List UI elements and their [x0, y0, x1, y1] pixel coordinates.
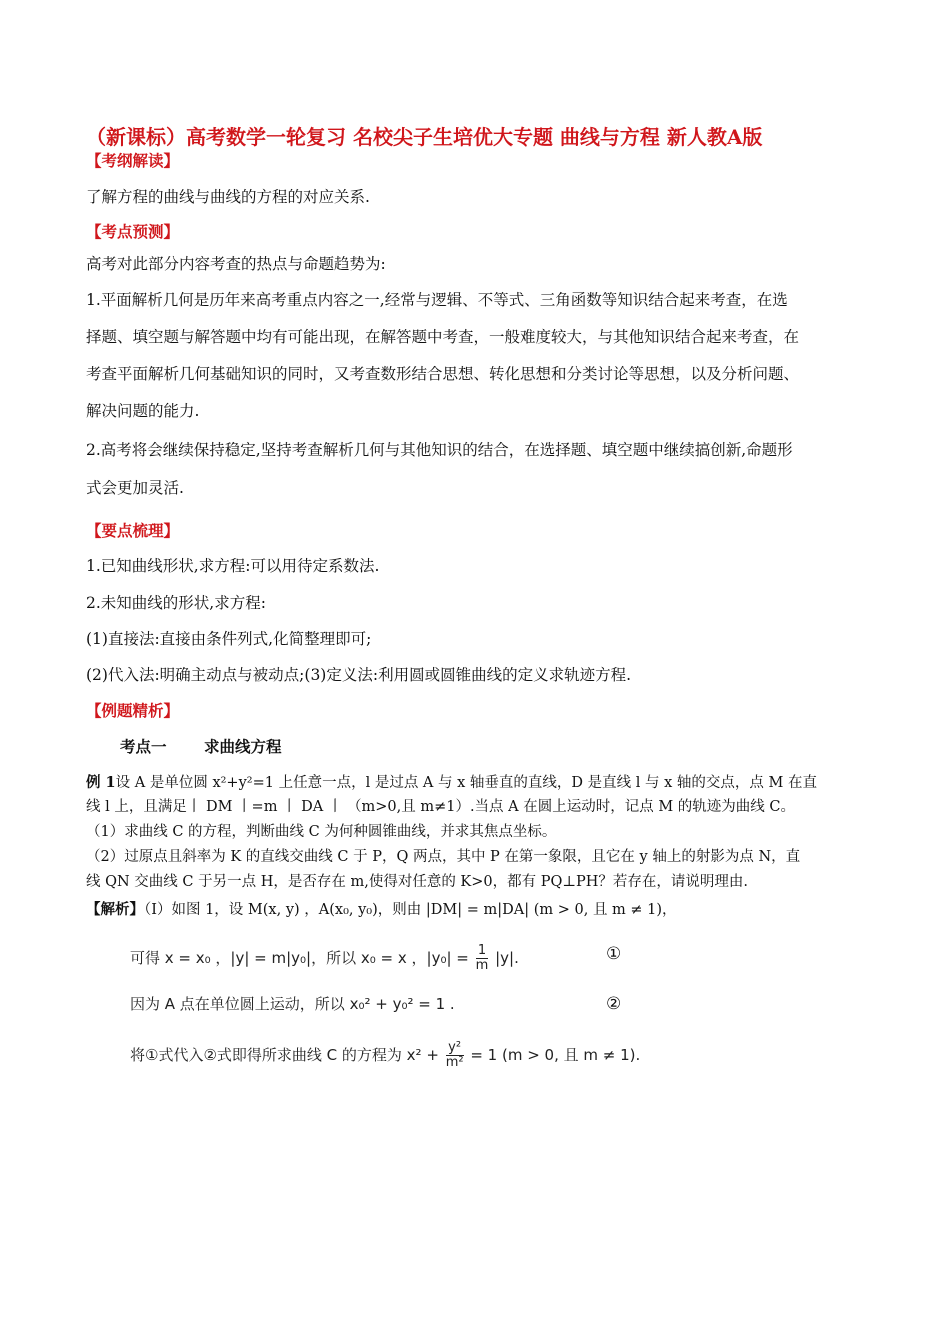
solution-line1-text: （Ⅰ）如图 1，设 M(x, y) ，A(x₀, y₀)，则由 |DM| = m|DA| (m > 0, 且 m ≠ 1)，	[144, 902, 677, 918]
example-line2: 线 l 上，且满足丨 DM 丨=m 丨 DA 丨 （m>0,且 m≠1）.当点 A 在圆上运动时，记点 M 的轨迹为曲线 C。	[86, 799, 796, 815]
example-line5: 线 QN 交曲线 C 于另一点 H，是否存在 m,使得对任意的 K>0，都有 PQ⊥PH？若存在，请说明理由.	[86, 874, 749, 890]
section-heading-examples: 【例题精析】	[86, 701, 180, 720]
forecast-intro: 高考对此部分内容考查的热点与命题趋势为:	[86, 255, 386, 273]
equation-marker-1: ①	[606, 944, 622, 964]
fraction-one-over-m	[476, 944, 489, 973]
forecast-p1-line1: 1.平面解析几何是历年来高考重点内容之一,经常与逻辑、不等式、三角函数等知识结合起来考查，在选	[86, 291, 788, 309]
forecast-p1-line4: 解决问题的能力.	[86, 402, 200, 420]
example-line1-text: 设 A 是单位圆 x²+y²=1 上任意一点，l 是过点 A 与 x 轴垂直的直线，D 是直线 l 与 x 轴的交点，点 M 在直	[115, 775, 817, 791]
forecast-p2-line2: 式会更加灵活.	[86, 479, 184, 497]
math-line1-part-a: 可得 x = x₀ ，|y| = m|y₀|，所以 x₀ = x ，|y₀| =	[130, 949, 469, 967]
example-line3: （1）求曲线 C 的方程，判断曲线 C 为何种圆锥曲线，并求其焦点坐标。	[86, 824, 557, 840]
keypoints-line4: (2)代入法:明确主动点与被动点;(3)定义法:利用圆或圆锥曲线的定义求轨迹方程.	[86, 666, 632, 684]
fraction-y2-over-m2	[446, 1041, 464, 1070]
forecast-p1-line3: 考查平面解析几何基础知识的同时，又考查数形结合思想、转化思想和分类讨论等思想，以及分析问题、	[86, 365, 800, 383]
syllabus-text: 了解方程的曲线与曲线的方程的对应关系.	[86, 188, 370, 206]
fraction-denominator: m	[475, 958, 489, 973]
equation-marker-2: ②	[606, 994, 622, 1014]
fraction-numerator: y²	[446, 1041, 464, 1056]
section-heading-forecast: 【考点预测】	[86, 222, 180, 241]
forecast-p2-line1: 2.高考将会继续保持稳定,坚持考查解析几何与其他知识的结合，在选择题、填空题中继续搞创新,命题形	[86, 441, 793, 459]
keypoints-line3: (1)直接法:直接由条件列式,化简整理即可;	[86, 630, 372, 648]
topic-one-label: 考点一	[120, 737, 167, 756]
fraction-numerator: 1	[476, 944, 489, 959]
document-title: （新课标）高考数学一轮复习 名校尖子生培优大专题 曲线与方程 新人教A版	[86, 125, 763, 149]
example-label: 例 1	[86, 774, 116, 791]
example-line4: （2）过原点且斜率为 K 的直线交曲线 C 于 P，Q 两点，其中 P 在第一象限，且它在 y 轴上的射影为点 N，直	[86, 849, 801, 865]
solution-line1	[86, 900, 870, 920]
math-line3-part-a: 将①式代入②式即得所求曲线 C 的方程为 x² +	[130, 1046, 439, 1064]
solution-label: 【解析】	[86, 901, 144, 918]
math-line1	[130, 944, 519, 973]
math-line2: 因为 A 点在单位圆上运动，所以 x₀² + y₀² = 1 .	[130, 995, 455, 1013]
fraction-denominator: m²	[445, 1055, 464, 1070]
math-line1-part-b: |y|.	[495, 949, 519, 967]
keypoints-line1: 1.已知曲线形状,求方程:可以用待定系数法.	[86, 557, 380, 575]
keypoints-line2: 2.未知曲线的形状,求方程:	[86, 594, 266, 612]
topic-one-title: 求曲线方程	[204, 737, 282, 756]
math-line3-part-b: = 1 (m > 0, 且 m ≠ 1).	[470, 1046, 641, 1064]
example-line1	[86, 773, 870, 793]
forecast-p1-line2: 择题、填空题与解答题中均有可能出现，在解答题中考查，一般难度较大，与其他知识结合起来考查，在	[86, 328, 800, 346]
math-line3	[130, 1041, 640, 1070]
section-heading-syllabus: 【考纲解读】	[86, 151, 180, 170]
section-heading-keypoints: 【要点梳理】	[86, 521, 180, 540]
